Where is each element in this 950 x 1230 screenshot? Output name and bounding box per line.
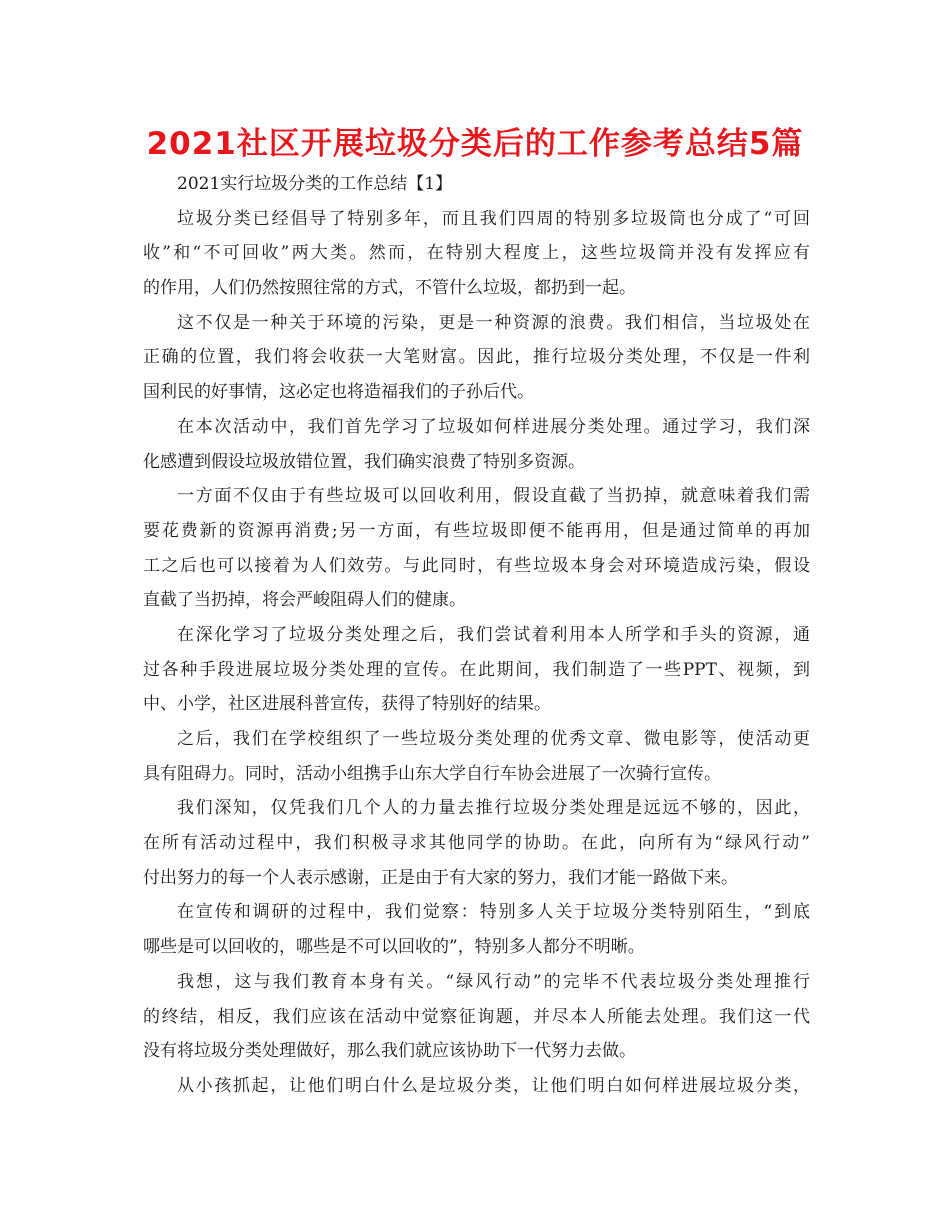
document-body [143,167,810,1104]
text-line: 在深化学习了垃圾分类处理之后，我们尝试着利用本人所学和手头的资源，通 [177,624,810,645]
text-line: 正确的位置，我们将会收获一大笔财富。因此，推行垃圾分类处理，不仅是一件利 [143,347,810,368]
text-line: 从小孩抓起，让他们明白什么是垃圾分类，让他们明白如何样进展垃圾分类， [177,1075,810,1096]
text-line: 在本次活动中，我们首先学习了垃圾如何样进展分类处理。通过学习，我们深 [177,416,810,437]
document-title: 2021社区开展垃圾分类后的工作参考总结5篇 [146,126,804,162]
text-line: 收”和“不可回收”两大类。然而，在特别大程度上，这些垃圾筒并没有发挥应有 [143,243,810,264]
text-line: 中、小学，社区进展科普宣传，获得了特别好的结果。 [143,694,551,715]
text-line: 过各种手段进展垃圾分类处理的宣传。在此期间，我们制造了一些PPT、视频，到 [143,659,810,680]
text-line: 之后，我们在学校组织了一些垃圾分类处理的优秀文章、微电影等，使活动更 [177,729,810,749]
text-line: 2021实行垃圾分类的工作总结【1】 [177,174,453,194]
text-line: 垃圾分类已经倡导了特别多年，而且我们四周的特别多垃圾筒也分成了“可回 [177,208,810,229]
text-line: 一方面不仅由于有些垃圾可以回收利用，假设直截了当扔掉，就意味着我们需 [177,486,810,507]
text-line: 要花费新的资源再消费;另一方面，有些垃圾即便不能再用，但是通过简单的再加 [143,520,810,541]
text-line: 哪些是可以回收的，哪些是不可以回收的”，特别多人都分不明晰。 [143,937,645,958]
text-line: 这不仅是一种关于环境的污染，更是一种资源的浪费。我们相信，当垃圾处在 [177,312,810,333]
text-line: 我想，这与我们教育本身有关。“绿风行动”的完毕不代表垃圾分类处理推行 [177,971,810,992]
text-line: 具有阻碍力。同时，活动小组携手山东大学自行车协会进展了一次骑行宣传。 [143,763,721,784]
text-line: 在宣传和调研的过程中，我们觉察：特别多人关于垃圾分类特别陌生，“到底 [177,902,810,923]
text-line: 直截了当扔掉，将会严峻阻碍人们的健康。 [143,590,466,611]
text-line: 的作用，人们仍然按照往常的方式，不管什么垃圾，都扔到一起。 [143,278,636,299]
text-line: 没有将垃圾分类处理做好，那么我们就应该协助下一代努力去做。 [143,1041,636,1062]
text-line: 工之后也可以接着为人们效劳。与此同时，有些垃圾本身会对环境造成污染，假设 [143,555,810,576]
text-line: 化感遭到假设垃圾放错位置，我们确实浪费了特别多资源。 [143,451,585,472]
text-line: 付出努力的每一个人表示感谢，正是由于有大家的努力，我们才能一路做下来。 [143,867,738,888]
text-line: 的终结，相反，我们应该在活动中觉察征询题，并尽本人所能去处理。我们这一代 [143,1006,810,1027]
text-line: 在所有活动过程中，我们积极寻求其他同学的协助。在此，向所有为“绿风行动” [143,833,810,854]
text-line: 我们深知，仅凭我们几个人的力量去推行垃圾分类处理是远远不够的，因此， [177,798,810,819]
text-line: 国利民的好事情，这必定也将造福我们的子孙后代。 [143,382,534,403]
